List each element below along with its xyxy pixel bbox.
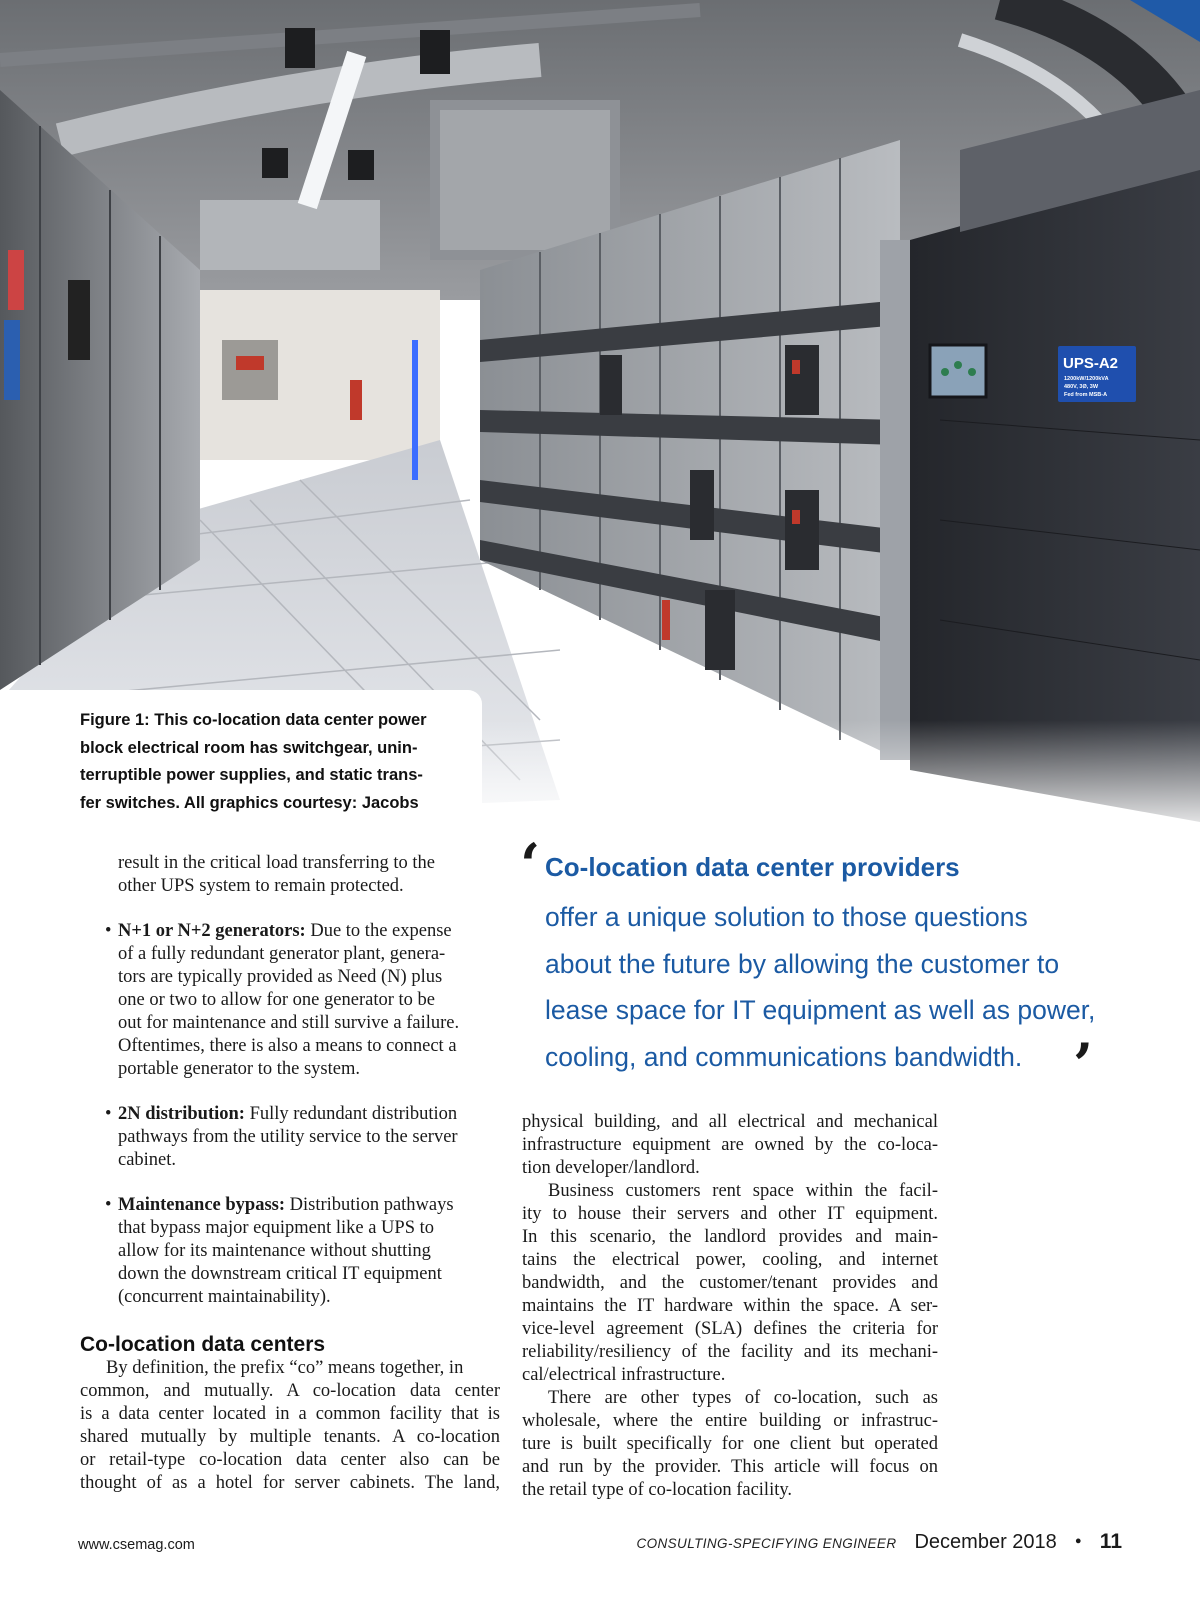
left-column <box>80 852 500 1495</box>
text-line: In this scenario, the landlord provides and main- <box>522 1227 938 1247</box>
magazine-name: CONSULTING-SPECIFYING ENGINEER <box>636 1536 897 1551</box>
text-line: There are other types of co-location, such as <box>548 1388 938 1408</box>
text-line: maintains the IT hardware within the space. A ser- <box>522 1296 938 1316</box>
caption-line: block electrical room has switchgear, unin- <box>80 738 418 757</box>
ups-panel-line1: 1200kW/1200kVA <box>1064 376 1109 382</box>
bullet-term: 2N distribution: <box>118 1104 245 1124</box>
bullet-dot: • <box>105 1195 112 1215</box>
text-line: infrastructure equipment are owned by the co-loca- <box>522 1135 938 1155</box>
text-line: common, and mutually. A co-location data center <box>80 1381 500 1401</box>
pull-quote-lead: Co-location data center providers <box>545 852 960 882</box>
caption-line: Figure 1: This co-location data center power <box>80 711 427 729</box>
text-line: Business customers rent space within the facil- <box>548 1181 938 1201</box>
text-line: (concurrent maintainability). <box>118 1287 331 1307</box>
text-line: tors are typically provided as Need (N) plus <box>118 967 443 987</box>
text-line: of a fully redundant generator plant, genera- <box>118 944 446 964</box>
text-line: reliability/resiliency of the facility and its mechani- <box>522 1342 938 1362</box>
text-line: or retail-type co-location data center also can be <box>80 1450 500 1470</box>
section-heading: Co-location data centers <box>80 1333 326 1356</box>
pull-quote-body <box>545 894 1155 1080</box>
text-line: the retail type of co-location facility. <box>522 1480 793 1500</box>
text-line: out for maintenance and still survive a failure. <box>118 1013 460 1033</box>
text-line: tion developer/landlord. <box>522 1158 700 1178</box>
text-line: shared mutually by multiple tenants. A co-location <box>80 1427 500 1447</box>
open-quote-mark: ‘ <box>520 831 541 899</box>
text-line: Due to the expense <box>305 921 452 941</box>
text-line: down the downstream critical IT equipment <box>118 1264 442 1284</box>
text-line: Fully redundant distribution <box>244 1104 458 1124</box>
text-line: Distribution pathways <box>285 1195 454 1215</box>
section-paragraph <box>80 1357 500 1495</box>
ups-panel-line3: Fed from MSB-A <box>1064 392 1108 398</box>
text-line: cabinet. <box>118 1150 177 1170</box>
continued-text <box>80 852 500 898</box>
bullet-term: N+1 or N+2 generators: <box>118 921 306 941</box>
text-line: pathways from the utility service to the server <box>118 1127 458 1147</box>
text-line: tains the electrical power, cooling, and internet <box>522 1250 938 1270</box>
caption-line: fer switches. All graphics courtesy: Jacobs <box>80 793 419 812</box>
footer-folio <box>636 1530 1122 1554</box>
pull-quote-line: offer a unique solution to those questions <box>545 902 1028 932</box>
bullet-item-bypass <box>80 1194 500 1309</box>
text-line: Oftentimes, there is also a means to connect a <box>118 1036 457 1056</box>
bullet-item-distribution <box>80 1103 500 1172</box>
text-line: bandwidth, and the customer/tenant provides and <box>522 1273 938 1293</box>
text-line: thought of as a hotel for server cabinets. The land, <box>80 1473 500 1493</box>
corner-accent-tab <box>1130 0 1200 42</box>
text-line: wholesale, where the entire building or infrastruc- <box>522 1411 938 1431</box>
text-line: that bypass major equipment like a UPS to <box>118 1218 434 1238</box>
text-line: is a data center located in a common facility that is <box>80 1404 500 1424</box>
caption-line: terruptible power supplies, and static trans- <box>80 766 423 784</box>
paragraph <box>522 1387 938 1502</box>
page-number: 11 <box>1099 1530 1122 1553</box>
bullet-term: Maintenance bypass: <box>118 1195 286 1215</box>
text-line: ture is built specifically for one client but operated <box>522 1434 938 1454</box>
text-line: and run by the provider. This article will focus on <box>522 1457 938 1477</box>
text-line: By definition, the prefix “co” means together, in <box>106 1358 464 1378</box>
folio-separator: • <box>1074 1531 1082 1553</box>
text-line: allow for its maintenance without shutting <box>118 1241 431 1261</box>
bullet-dot: • <box>105 1104 112 1124</box>
ups-panel-title: UPS-A2 <box>1063 355 1119 372</box>
text-line: cal/electrical infrastructure. <box>522 1365 726 1385</box>
text-line: other UPS system to remain protected. <box>118 876 404 896</box>
paragraph <box>522 1180 938 1387</box>
text-line: physical building, and all electrical and mechanical <box>522 1112 938 1132</box>
text-line: portable generator to the system. <box>118 1059 360 1079</box>
text-line: one or two to allow for one generator to be <box>118 990 435 1010</box>
text-line: vice-level agreement (SLA) defines the criteria for <box>522 1319 938 1339</box>
right-column <box>522 1111 938 1502</box>
pull-quote-line: cooling, and communications bandwidth. <box>545 1041 1023 1072</box>
paragraph <box>522 1111 938 1180</box>
bullet-item-generators <box>80 920 500 1081</box>
pull-quote-line: lease space for IT equipment as well as power, <box>545 995 1096 1025</box>
text-line: ity to house their servers and other IT equipment. <box>522 1204 938 1224</box>
ups-panel-line2: 480V, 3Ø, 3W <box>1064 384 1099 390</box>
pull-quote-line: about the future by allowing the customer to <box>545 948 1060 979</box>
footer-url[interactable]: www.csemag.com <box>78 1537 195 1553</box>
text-line: result in the critical load transferring to the <box>118 853 435 873</box>
bullet-dot: • <box>105 921 112 941</box>
close-quote-mark: ’ <box>1073 1031 1094 1099</box>
issue-date: December 2018 <box>914 1531 1057 1553</box>
figure-caption <box>0 690 482 822</box>
